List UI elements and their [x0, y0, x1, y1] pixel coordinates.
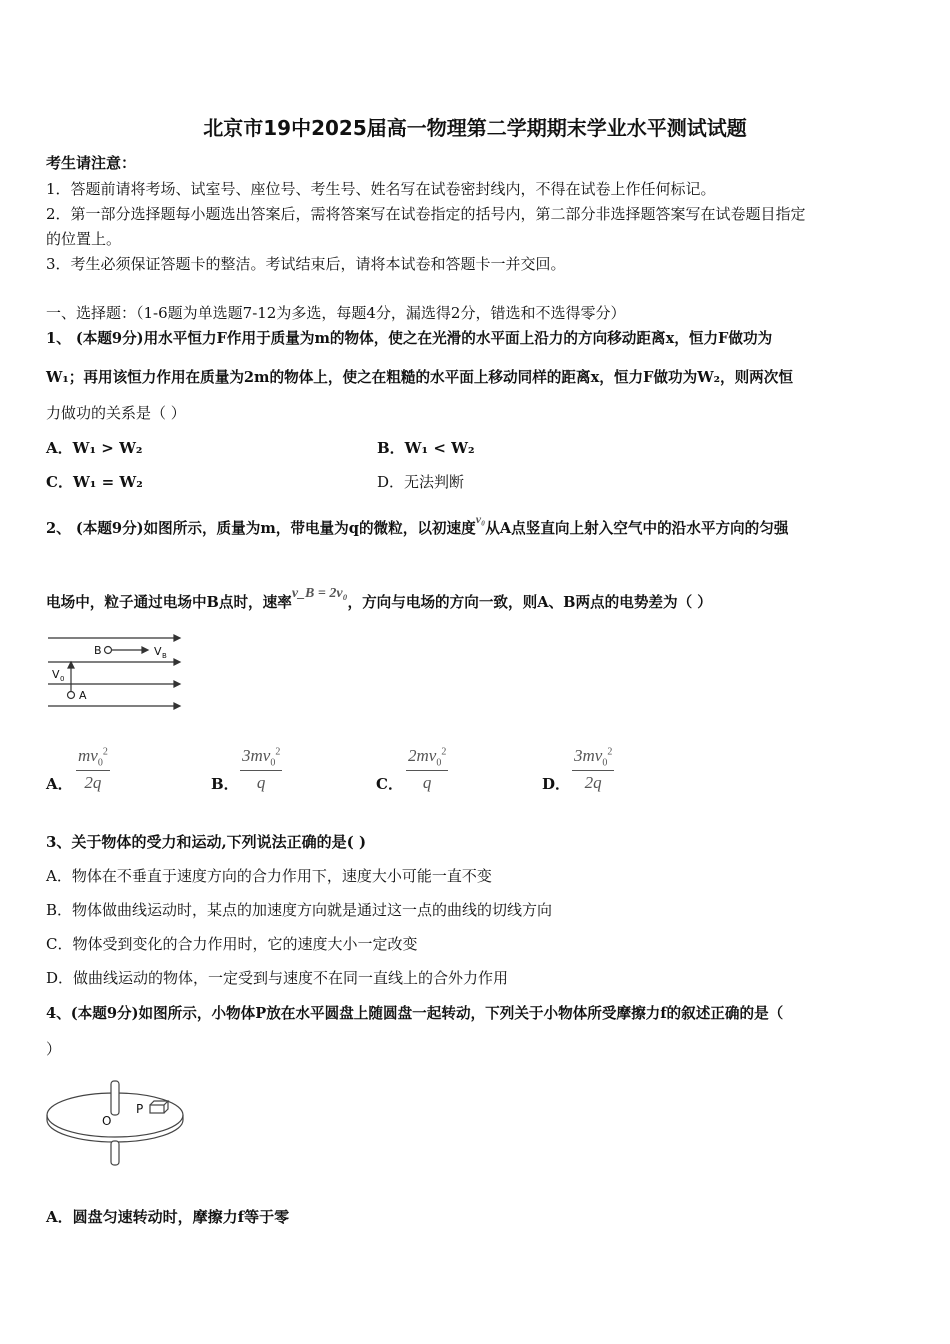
notice-item-2-cont: 的位置上。 — [46, 230, 122, 248]
velocity-a-arrowhead — [68, 662, 74, 668]
q2-option-d-den: 2q — [584, 773, 602, 793]
q2-option-c-num: 2mv — [408, 746, 437, 765]
q3-option-a[interactable]: A．物体在不垂直于速度方向的合力作用下，速度大小可能一直不变 — [46, 867, 492, 885]
label-vb: V — [154, 645, 162, 658]
label-b: B — [94, 644, 102, 657]
q2-stem-text-c: 电场中，粒子通过电场中B点时，速率 — [46, 594, 292, 611]
q1-option-a[interactable]: A．W₁ > W₂ — [46, 439, 143, 457]
field-arrow-1 — [174, 635, 180, 641]
q2-stem-text-d: ，方向与电场的方向一致，则A、B两点的电势差为（ ） — [347, 594, 712, 611]
q4-stem-line2: ） — [46, 1040, 62, 1058]
label-p: P — [136, 1102, 144, 1116]
notice-item-3: 3．考生必须保证答题卡的整洁。考试结束后，请将本试卷和答题卡一并交回。 — [46, 255, 566, 273]
q2-stem-text-b: 从A点竖直向上射入空气中的沿水平方向的匀强 — [485, 520, 789, 537]
q2-option-a-den: 2q — [84, 773, 102, 793]
q2-option-b-letter[interactable]: B． — [211, 775, 239, 793]
q1-stem-line3: 力做功的关系是（ ） — [46, 404, 186, 422]
label-vb-sub: B — [162, 652, 167, 660]
field-arrow-4 — [174, 703, 180, 709]
q2-option-d-letter[interactable]: D． — [542, 775, 571, 793]
q2-option-d-fraction: $\frac{3mv_0^2}{2q}$ — [574, 746, 613, 793]
q2-option-a-fraction: $\frac{mv_0^2}{2q}$ — [78, 746, 108, 793]
notice-heading: 考生请注意： — [46, 154, 137, 172]
field-arrow-3 — [174, 681, 180, 687]
q1-option-b[interactable]: B．W₁ < W₂ — [377, 439, 475, 457]
q1-stem-line2: W₁；再用该恒力作用在质量为2m的物体上，使之在粗糙的水平面上移动同样的距离x，恒力F做功为W₂，则两次恒 — [46, 369, 793, 386]
velocity-b-arrowhead — [142, 647, 148, 653]
q3-option-c[interactable]: C．物体受到变化的合力作用时，它的速度大小一定改变 — [46, 935, 418, 953]
field-arrow-2 — [174, 659, 180, 665]
q2-v0-symbol: v₀ — [475, 512, 486, 526]
q1-option-c[interactable]: C．W₁ = W₂ — [46, 473, 143, 491]
q2-option-d-num: 3mv — [574, 746, 603, 765]
q2-stem-line1 — [46, 512, 789, 538]
label-o: O — [102, 1114, 112, 1128]
section-heading: 一、选择题：（1-6题为单选题7-12为多选，每题4分，漏选得2分，错选和不选得零分） — [46, 304, 626, 322]
q2-option-a-letter[interactable]: A． — [46, 775, 73, 793]
notice-item-1: 1．答题前请将考场、试室号、座位号、考生号、姓名写在试卷密封线内，不得在试卷上作任何标记。 — [46, 180, 716, 198]
q2-option-b-den: q — [256, 773, 266, 793]
q1-stem-line1: 1、 (本题9分)用水平恒力F作用于质量为m的物体，使之在光滑的水平面上沿力的方向移动距离x，恒力F做功为 — [46, 330, 773, 347]
q2-stem-text-a: 2、 (本题9分)如图所示，质量为m，带电量为q的微粒，以初速度 — [46, 520, 476, 537]
q3-option-b[interactable]: B．物体做曲线运动时，某点的加速度方向就是通过这一点的曲线的切线方向 — [46, 901, 553, 919]
page-title: 北京市19中2025届高一物理第二学期期末学业水平测试试题 — [203, 116, 747, 140]
notice-item-2: 2．第一部分选择题每小题选出答案后，需将答案写在试卷指定的括号内，第二部分非选择题答案写在试卷题目指定 — [46, 205, 806, 223]
point-b-marker — [105, 647, 112, 654]
q2-option-c-fraction: $\frac{2mv_0^2}{q}$ — [408, 746, 447, 793]
q2-option-b-num: 3mv — [242, 746, 271, 765]
object-p — [150, 1105, 164, 1113]
q2-stem-line2 — [46, 586, 712, 612]
q1-option-d[interactable]: D．无法判断 — [377, 473, 465, 491]
q4-stem-line1: 4、(本题9分)如图所示，小物体P放在水平圆盘上随圆盘一起转动，下列关于小物体所受摩擦力f的叙述正确的是（ — [46, 1005, 784, 1022]
label-v0-sub: 0 — [60, 675, 65, 683]
axle-bottom — [111, 1141, 119, 1165]
q2-vb-formula: v_B = 2v₀ — [291, 586, 348, 601]
axle-top — [111, 1081, 119, 1115]
q3-option-d[interactable]: D．做曲线运动的物体，一定受到与速度不在同一直线上的合外力作用 — [46, 969, 509, 987]
q2-option-a-num: mv — [78, 746, 98, 765]
q2-field-diagram — [44, 628, 184, 718]
q2-option-c-den: q — [422, 773, 432, 793]
q4-disc-diagram — [44, 1074, 189, 1170]
q3-stem: 3、关于物体的受力和运动,下列说法正确的是( ) — [46, 833, 367, 851]
q2-option-c-letter[interactable]: C． — [376, 775, 403, 793]
label-v0: V — [52, 668, 60, 681]
label-a: A — [79, 689, 87, 702]
q4-option-a[interactable]: A．圆盘匀速转动时，摩擦力f等于零 — [46, 1208, 290, 1226]
point-a-marker — [68, 692, 75, 699]
q2-option-b-fraction: $\frac{3mv_0^2}{q}$ — [242, 746, 281, 793]
